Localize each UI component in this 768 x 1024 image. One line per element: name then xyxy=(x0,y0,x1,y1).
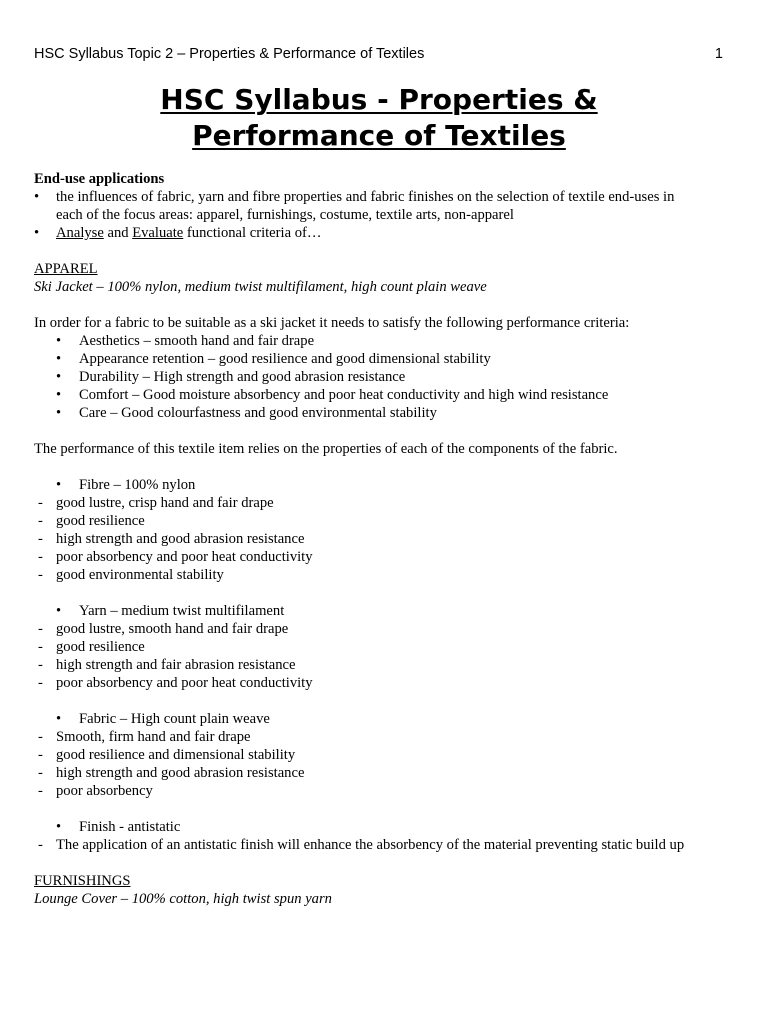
end-use-heading: End-use applications xyxy=(34,171,165,187)
dash-marker: - xyxy=(38,657,43,673)
criteria-item: • Appearance retention – good resilience and good dimensional stability xyxy=(56,351,491,367)
document-body xyxy=(34,170,734,908)
performance-note: The performance of this textile item relies on the properties of each of the components of the fabric. xyxy=(34,441,618,457)
component-yarn: • Yarn – medium twist multifilament xyxy=(56,603,285,619)
furnishings-item: Lounge Cover – 100% cotton, high twist spun yarn xyxy=(34,891,332,907)
header-title: HSC Syllabus Topic 2 – Properties & Performance of Textiles xyxy=(34,46,425,62)
bullet-marker: • xyxy=(56,369,62,385)
criteria-item: • Care – Good colourfastness and good environmental stability xyxy=(56,405,437,421)
bullet-text: functional criteria of… xyxy=(183,225,322,241)
dash-marker: - xyxy=(38,621,43,637)
criteria-item: • Aesthetics – smooth hand and fair drape xyxy=(56,333,315,349)
bullet-marker: • xyxy=(56,603,62,619)
title-line-1: HSC Syllabus - Properties & xyxy=(160,83,598,116)
property-item: - poor absorbency and poor heat conductivity xyxy=(38,549,313,565)
title-line-2: Performance of Textiles xyxy=(192,119,566,152)
bullet-text-cont: each of the focus areas: apparel, furnishings, costume, textile arts, non-apparel xyxy=(56,207,514,223)
dash-marker: - xyxy=(38,783,43,799)
bullet-marker: • xyxy=(56,819,62,835)
dash-marker: - xyxy=(38,567,43,583)
bullet-marker: • xyxy=(56,477,62,493)
furnishings-heading: FURNISHINGS xyxy=(34,873,131,889)
bullet-marker: • xyxy=(56,405,62,421)
bullet-marker: • xyxy=(34,189,40,205)
component-fibre: • Fibre – 100% nylon xyxy=(56,477,196,493)
property-item: - good resilience and dimensional stability xyxy=(38,747,296,763)
property-item: - high strength and good abrasion resistance xyxy=(38,531,305,547)
property-item: - The application of an antistatic finish will enhance the absorbency of the material preventing static build up xyxy=(38,837,685,853)
criteria-intro: In order for a fabric to be suitable as a ski jacket it needs to satisfy the following performance criteria: xyxy=(34,315,630,331)
dash-marker: - xyxy=(38,549,43,565)
property-item: - high strength and good abrasion resistance xyxy=(38,765,305,781)
end-use-bullet xyxy=(34,188,734,224)
property-item: - poor absorbency and poor heat conductivity xyxy=(38,675,313,691)
bullet-marker: • xyxy=(56,333,62,349)
bullet-text: the influences of fabric, yarn and fibre properties and fabric finishes on the selection of textile end-uses in xyxy=(56,189,675,205)
apparel-item: Ski Jacket – 100% nylon, medium twist multifilament, high count plain weave xyxy=(34,279,487,295)
bullet-marker: • xyxy=(56,387,62,403)
evaluate-term: Evaluate xyxy=(132,225,184,241)
conjunction: and xyxy=(103,225,133,241)
criteria-item: • Durability – High strength and good abrasion resistance xyxy=(56,369,406,385)
bullet-marker: • xyxy=(56,711,62,727)
dash-marker: - xyxy=(38,765,43,781)
property-item: - good resilience xyxy=(38,513,145,529)
dash-marker: - xyxy=(38,729,43,745)
property-item: - good lustre, smooth hand and fair drape xyxy=(38,621,289,637)
property-item: - good environmental stability xyxy=(38,567,224,583)
dash-marker: - xyxy=(38,513,43,529)
end-use-bullet xyxy=(34,224,734,242)
document-title xyxy=(34,82,724,154)
dash-marker: - xyxy=(38,675,43,691)
dash-marker: - xyxy=(38,747,43,763)
page-header xyxy=(34,46,723,66)
analyse-term: Analyse xyxy=(56,225,104,241)
component-finish: • Finish - antistatic xyxy=(56,819,181,835)
property-item: - Smooth, firm hand and fair drape xyxy=(38,729,251,745)
dash-marker: - xyxy=(38,495,43,511)
dash-marker: - xyxy=(38,639,43,655)
apparel-heading: APPAREL xyxy=(34,261,98,277)
property-item: - high strength and fair abrasion resistance xyxy=(38,657,296,673)
bullet-marker: • xyxy=(56,351,62,367)
component-fabric: • Fabric – High count plain weave xyxy=(56,711,270,727)
property-item: - good lustre, crisp hand and fair drape xyxy=(38,495,274,511)
page-number: 1 xyxy=(714,46,723,62)
dash-marker: - xyxy=(38,837,43,853)
property-item: - good resilience xyxy=(38,639,145,655)
dash-marker: - xyxy=(38,531,43,547)
bullet-marker: • xyxy=(34,225,40,241)
criteria-item: • Comfort – Good moisture absorbency and poor heat conductivity and high wind resistance xyxy=(56,387,609,403)
property-item: - poor absorbency xyxy=(38,783,153,799)
